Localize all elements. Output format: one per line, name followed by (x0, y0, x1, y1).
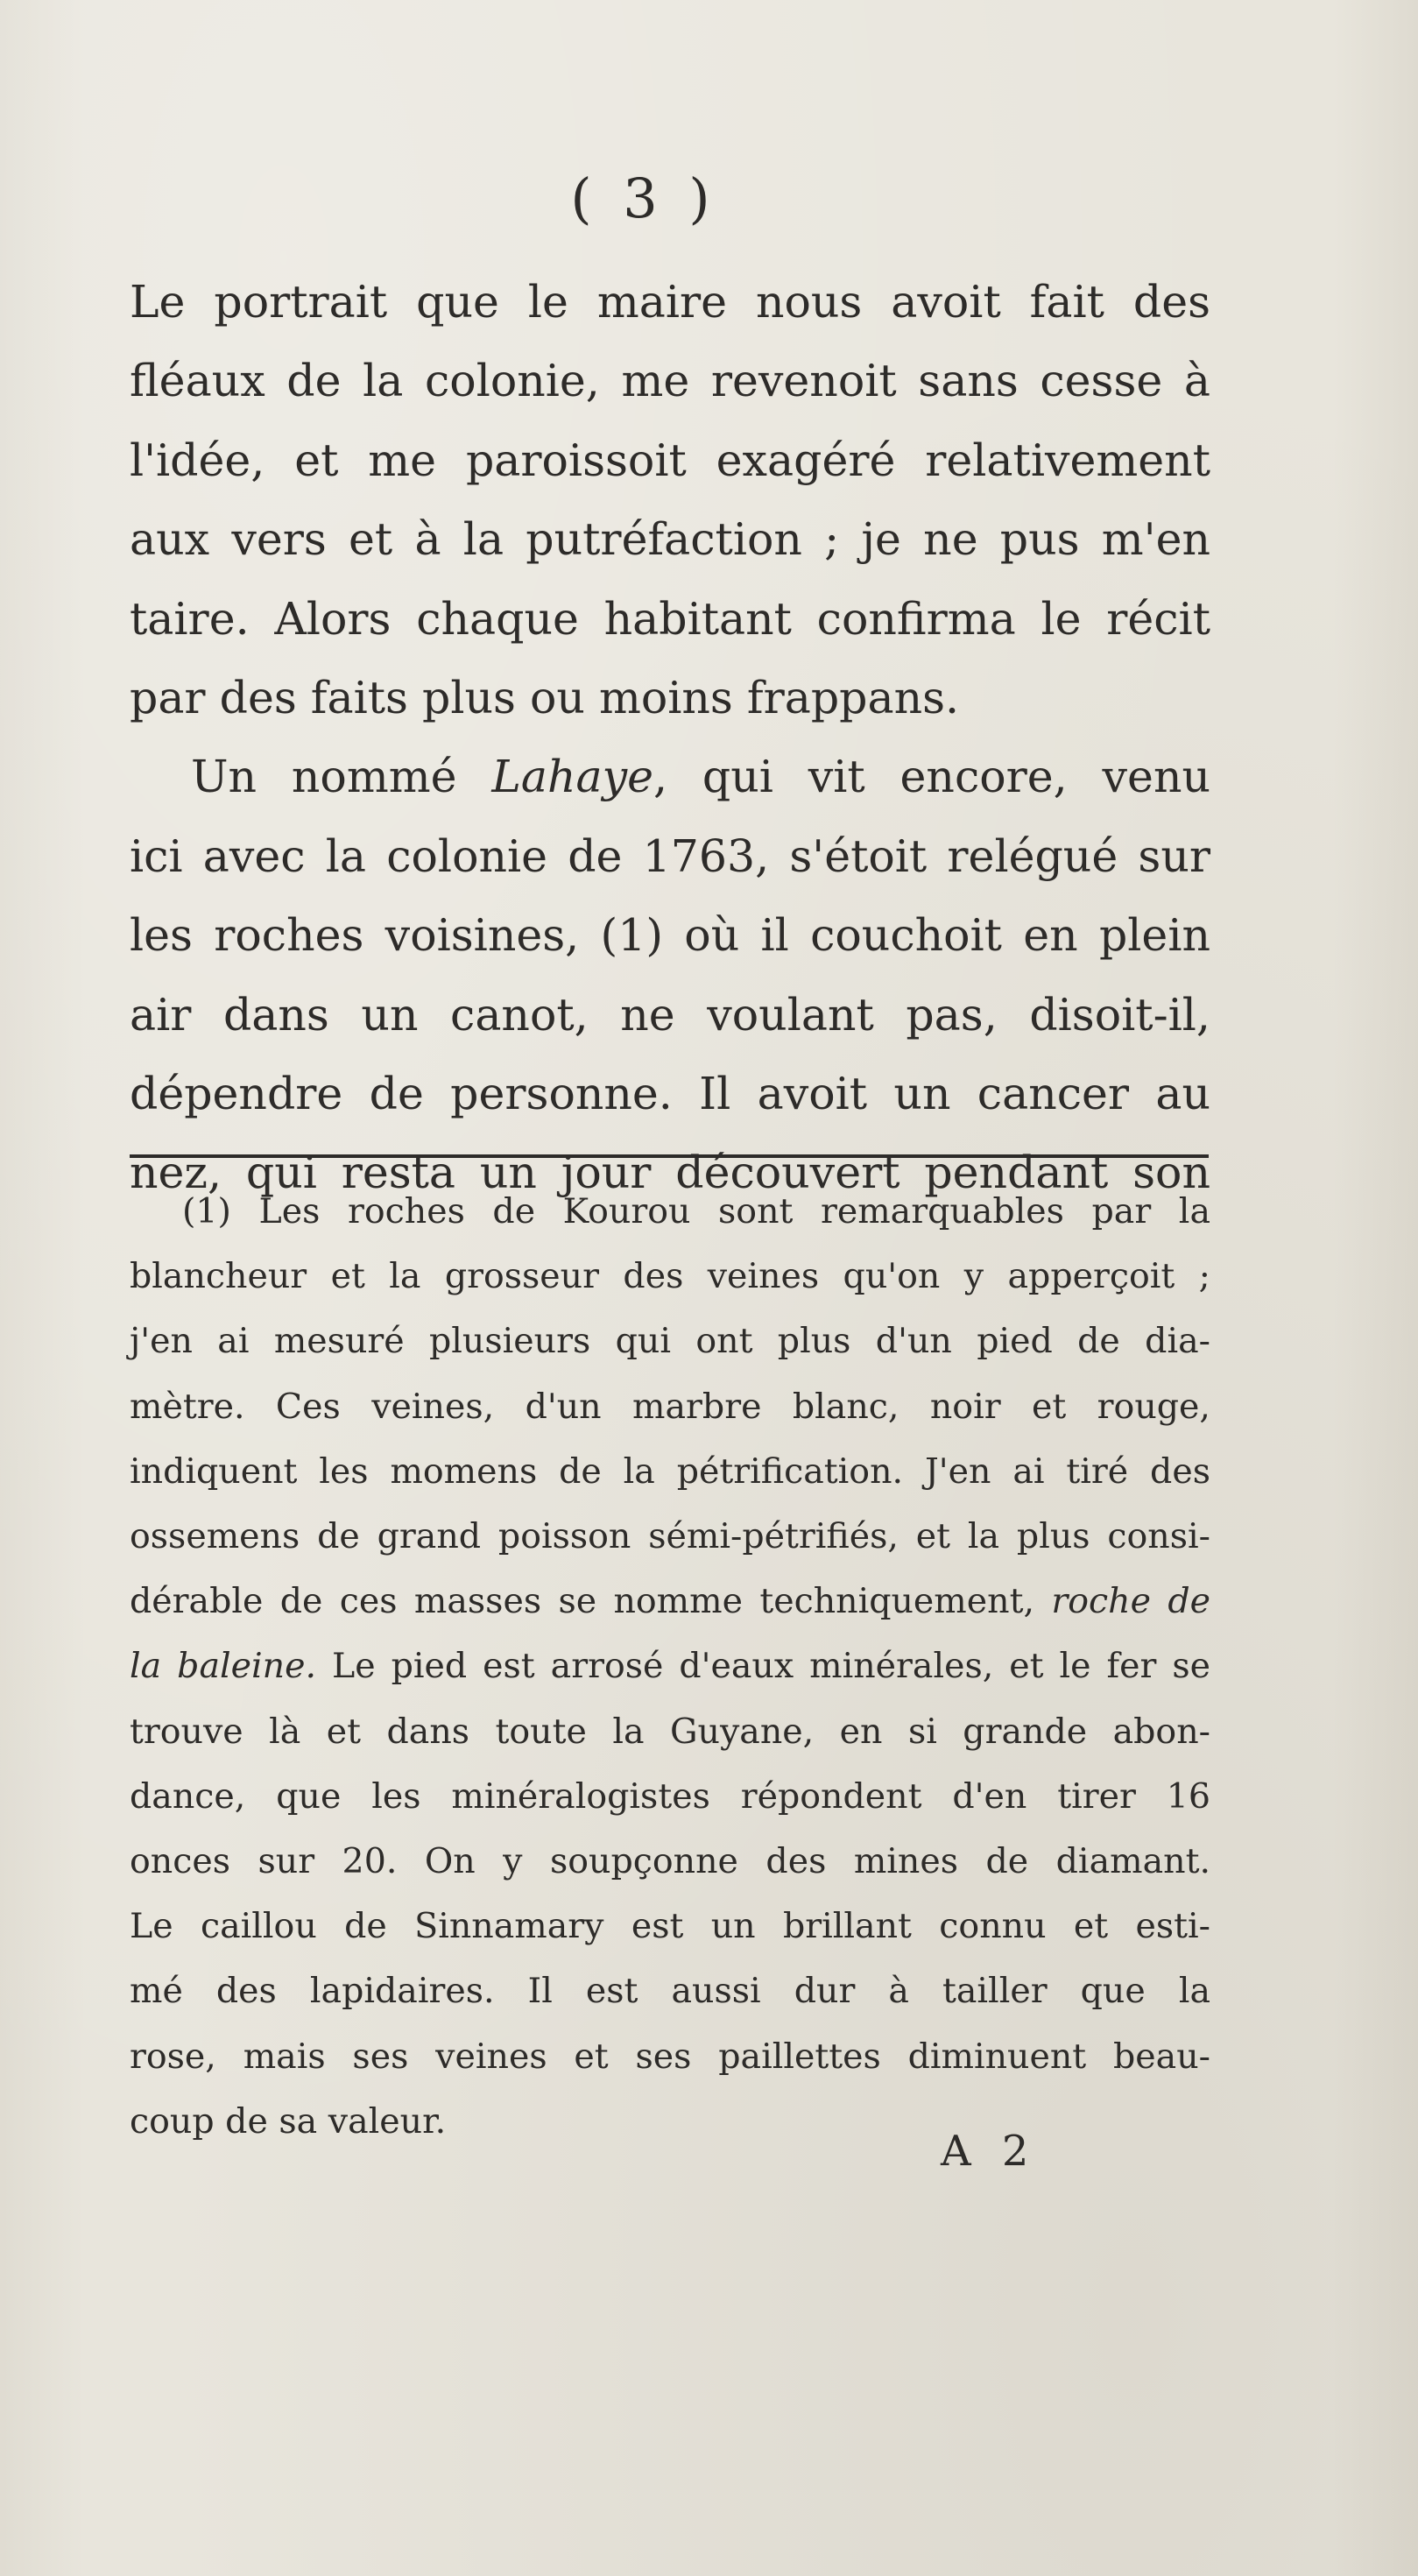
footnote-line: mètre. Ces veines, d'un marbre blanc, noir et rouge, (130, 1386, 1210, 1427)
footnote-line (130, 1634, 1210, 1698)
signature-mark: A 2 (941, 2127, 1038, 2176)
footnote-line: trouve là et dans toute la Guyane, en si grande abon- (130, 1711, 1210, 1752)
person-name: Lahaye (491, 751, 654, 803)
text-line: aux vers et à la putréfaction ; je ne pus m'en (130, 513, 1210, 566)
footnote-line: coup de sa valeur. (130, 2100, 447, 2142)
text-line: les roches voisines, (1) où il couchoit en plein (130, 909, 1210, 962)
footnote-line: (1) Les roches de Kourou sont remarquables par la (182, 1191, 1210, 1232)
text-segment: , qui vit encore, venu (653, 751, 1210, 803)
footnote-line: indiquent les momens de la pétrification. J'en ai tiré des (130, 1450, 1210, 1492)
text-line: ici avec la colonie de 1763, s'étoit relégué sur (130, 829, 1210, 882)
footnote-line: mé des lapidaires. Il est aussi dur à tailler que la (130, 1971, 1210, 2012)
text-segment: Le pied est arrosé d'eaux minérales, et le fer se (316, 1646, 1210, 1687)
italic-term: roche de (1051, 1581, 1210, 1622)
italic-term: la baleine. (130, 1646, 317, 1687)
text-line: Le portrait que le maire nous avoit fait des (130, 276, 1210, 328)
main-text (130, 263, 1210, 1213)
text-line: dépendre de personne. Il avoit un cancer au (130, 1068, 1210, 1120)
text-line: par des faits plus ou moins frappans. (130, 672, 960, 724)
footnote-line: Le caillou de Sinnamary est un brillant connu et esti- (130, 1906, 1210, 1947)
footnote-line: rose, mais ses veines et ses paillettes diminuent beau- (130, 2036, 1210, 2077)
footnote-line: ossemens de grand poisson sémi-pétrifiés, et la plus consi- (130, 1516, 1210, 1557)
text-line: fléaux de la colonie, me revenoit sans cesse à (130, 355, 1210, 407)
footnote-separator (130, 1154, 1209, 1158)
footnote-line: j'en ai mesuré plusieurs qui ont plus d'un pied de dia- (130, 1321, 1210, 1362)
text-line: nez, qui resta un jour découvert pendant son (130, 1147, 1210, 1199)
footnote-line: dance, que les minéralogistes répondent d'en tirer 16 (130, 1775, 1210, 1817)
footnote-line: blancheur et la grosseur des veines qu'on y apperçoit ; (130, 1256, 1210, 1297)
text-segment: Un nommé (191, 751, 492, 803)
text-line: l'idée, et me paroissoit exagéré relativement (130, 434, 1210, 486)
footnote-line: onces sur 20. On y soupçonne des mines de diamant. (130, 1841, 1210, 1882)
page-number: ( 3 ) (570, 166, 717, 230)
footnote-line (130, 1569, 1210, 1634)
text-line: taire. Alors chaque habitant confirma le récit (130, 592, 1210, 645)
text-line (130, 738, 1210, 816)
text-line: air dans un canot, ne voulant pas, disoit-il, (130, 988, 1210, 1041)
text-segment: dérable de ces masses se nomme techniquement, (130, 1581, 1052, 1622)
footnote (130, 1179, 1210, 2154)
